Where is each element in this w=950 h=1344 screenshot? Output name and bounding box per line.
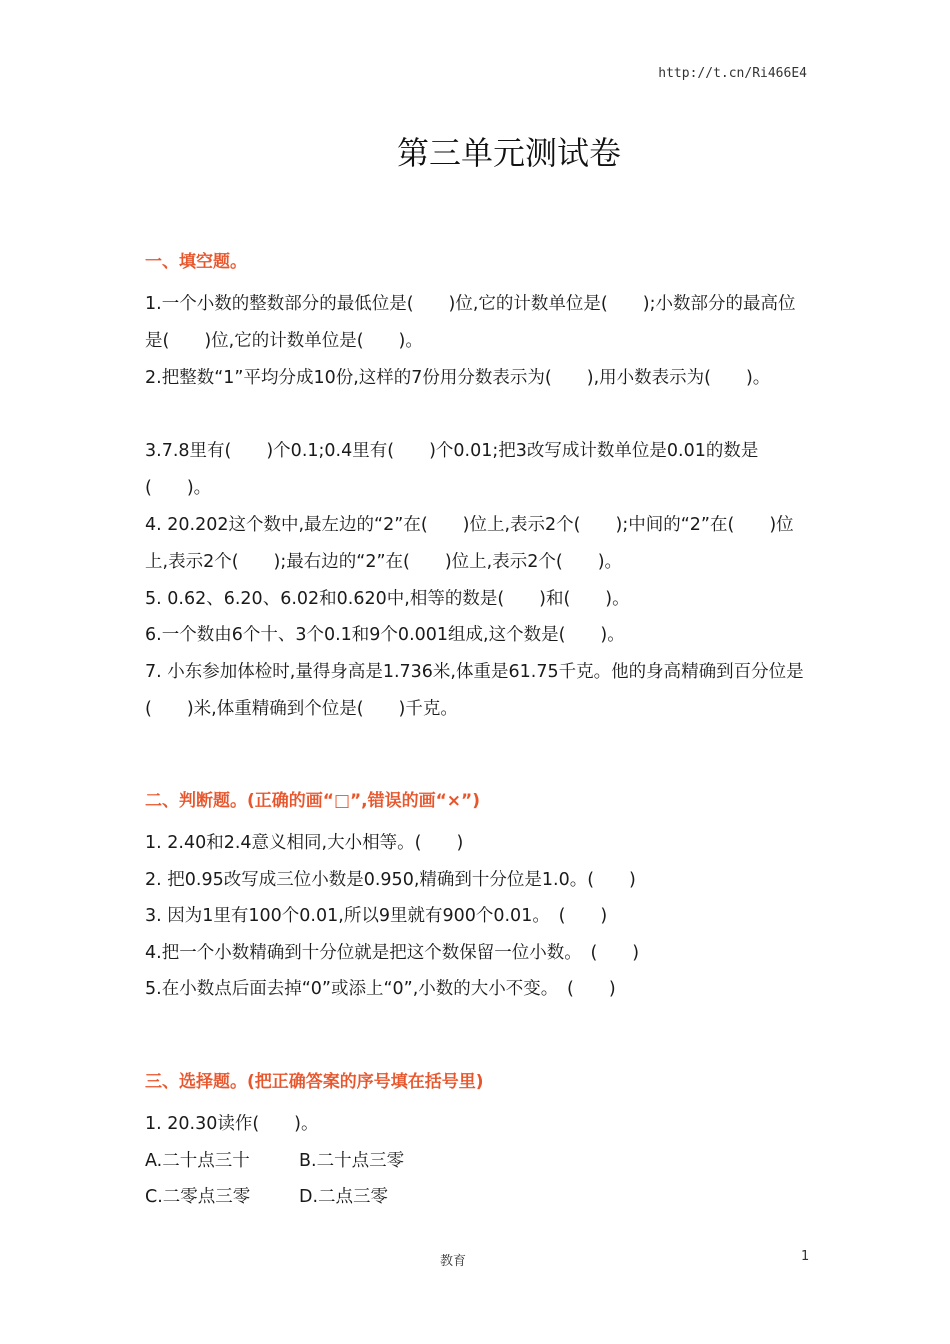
- question-1-7: 7. 小东参加体检时,量得身高是1.736米,体重是61.75千克。他的身高精确到百分位是( )米,体重精确到个位是( )千克。: [145, 662, 804, 719]
- question-2-4: 4.把一个小数精确到十分位就是把这个数保留一位小数。 ( ): [145, 943, 640, 963]
- page-title: 第三单元测试卷: [396, 134, 621, 172]
- question-1-1: 1.一个小数的整数部分的最低位是( )位,它的计数单位是( );小数部分的最高位是( )位,它的计数单位是( )。: [145, 294, 796, 351]
- choice-options: [145, 1143, 404, 1215]
- question-1-6: 6.一个数由6个十、3个0.1和9个0.001组成,这个数是( )。: [145, 625, 625, 645]
- question-2-3: 3. 因为1里有100个0.01,所以9里就有900个0.01。 ( ): [145, 906, 608, 926]
- question-3-1: 1. 20.30读作( )。: [145, 1114, 319, 1134]
- option-c: C.二零点三零: [145, 1187, 251, 1207]
- section-heading-fill-in: 一、填空题。: [145, 252, 247, 272]
- option-row: [145, 1179, 404, 1215]
- question-1-2: 2.把整数“1”平均分成10份,这样的7份用分数表示为( ),用小数表示为( )。: [145, 368, 771, 388]
- section-heading-multiple-choice: 三、选择题。(把正确答案的序号填在括号里): [145, 1072, 484, 1092]
- option-row: [145, 1143, 404, 1179]
- question-2-2: 2. 把0.95改写成三位小数是0.950,精确到十分位是1.0。( ): [145, 870, 636, 890]
- question-1-4: 4. 20.202这个数中,最左边的“2”在( )位上,表示2个( );中间的“2”在( )位上,表示2个( );最右边的“2”在( )位上,表示2个( )。: [145, 515, 794, 572]
- question-2-5: 5.在小数点后面去掉“0”或添上“0”,小数的大小不变。 ( ): [145, 979, 616, 999]
- option-b: B.二十点三零: [299, 1151, 405, 1171]
- header-url: http://t.cn/Ri466E4: [658, 66, 807, 81]
- question-1-3: 3.7.8里有( )个0.1;0.4里有( )个0.01;把3改写成计数单位是0.01的数是( )。: [145, 441, 759, 498]
- question-2-1: 1. 2.40和2.4意义相同,大小相等。( ): [145, 833, 464, 853]
- option-a: A.二十点三十: [145, 1151, 250, 1171]
- question-1-5: 5. 0.62、6.20、6.02和0.620中,相等的数是( )和( )。: [145, 589, 630, 609]
- page-number: 1: [801, 1249, 810, 1264]
- footer-text: 教育: [440, 1254, 467, 1269]
- section-heading-true-false: 二、判断题。(正确的画“□”,错误的画“×”): [145, 791, 480, 811]
- option-d: D.二点三零: [299, 1187, 389, 1207]
